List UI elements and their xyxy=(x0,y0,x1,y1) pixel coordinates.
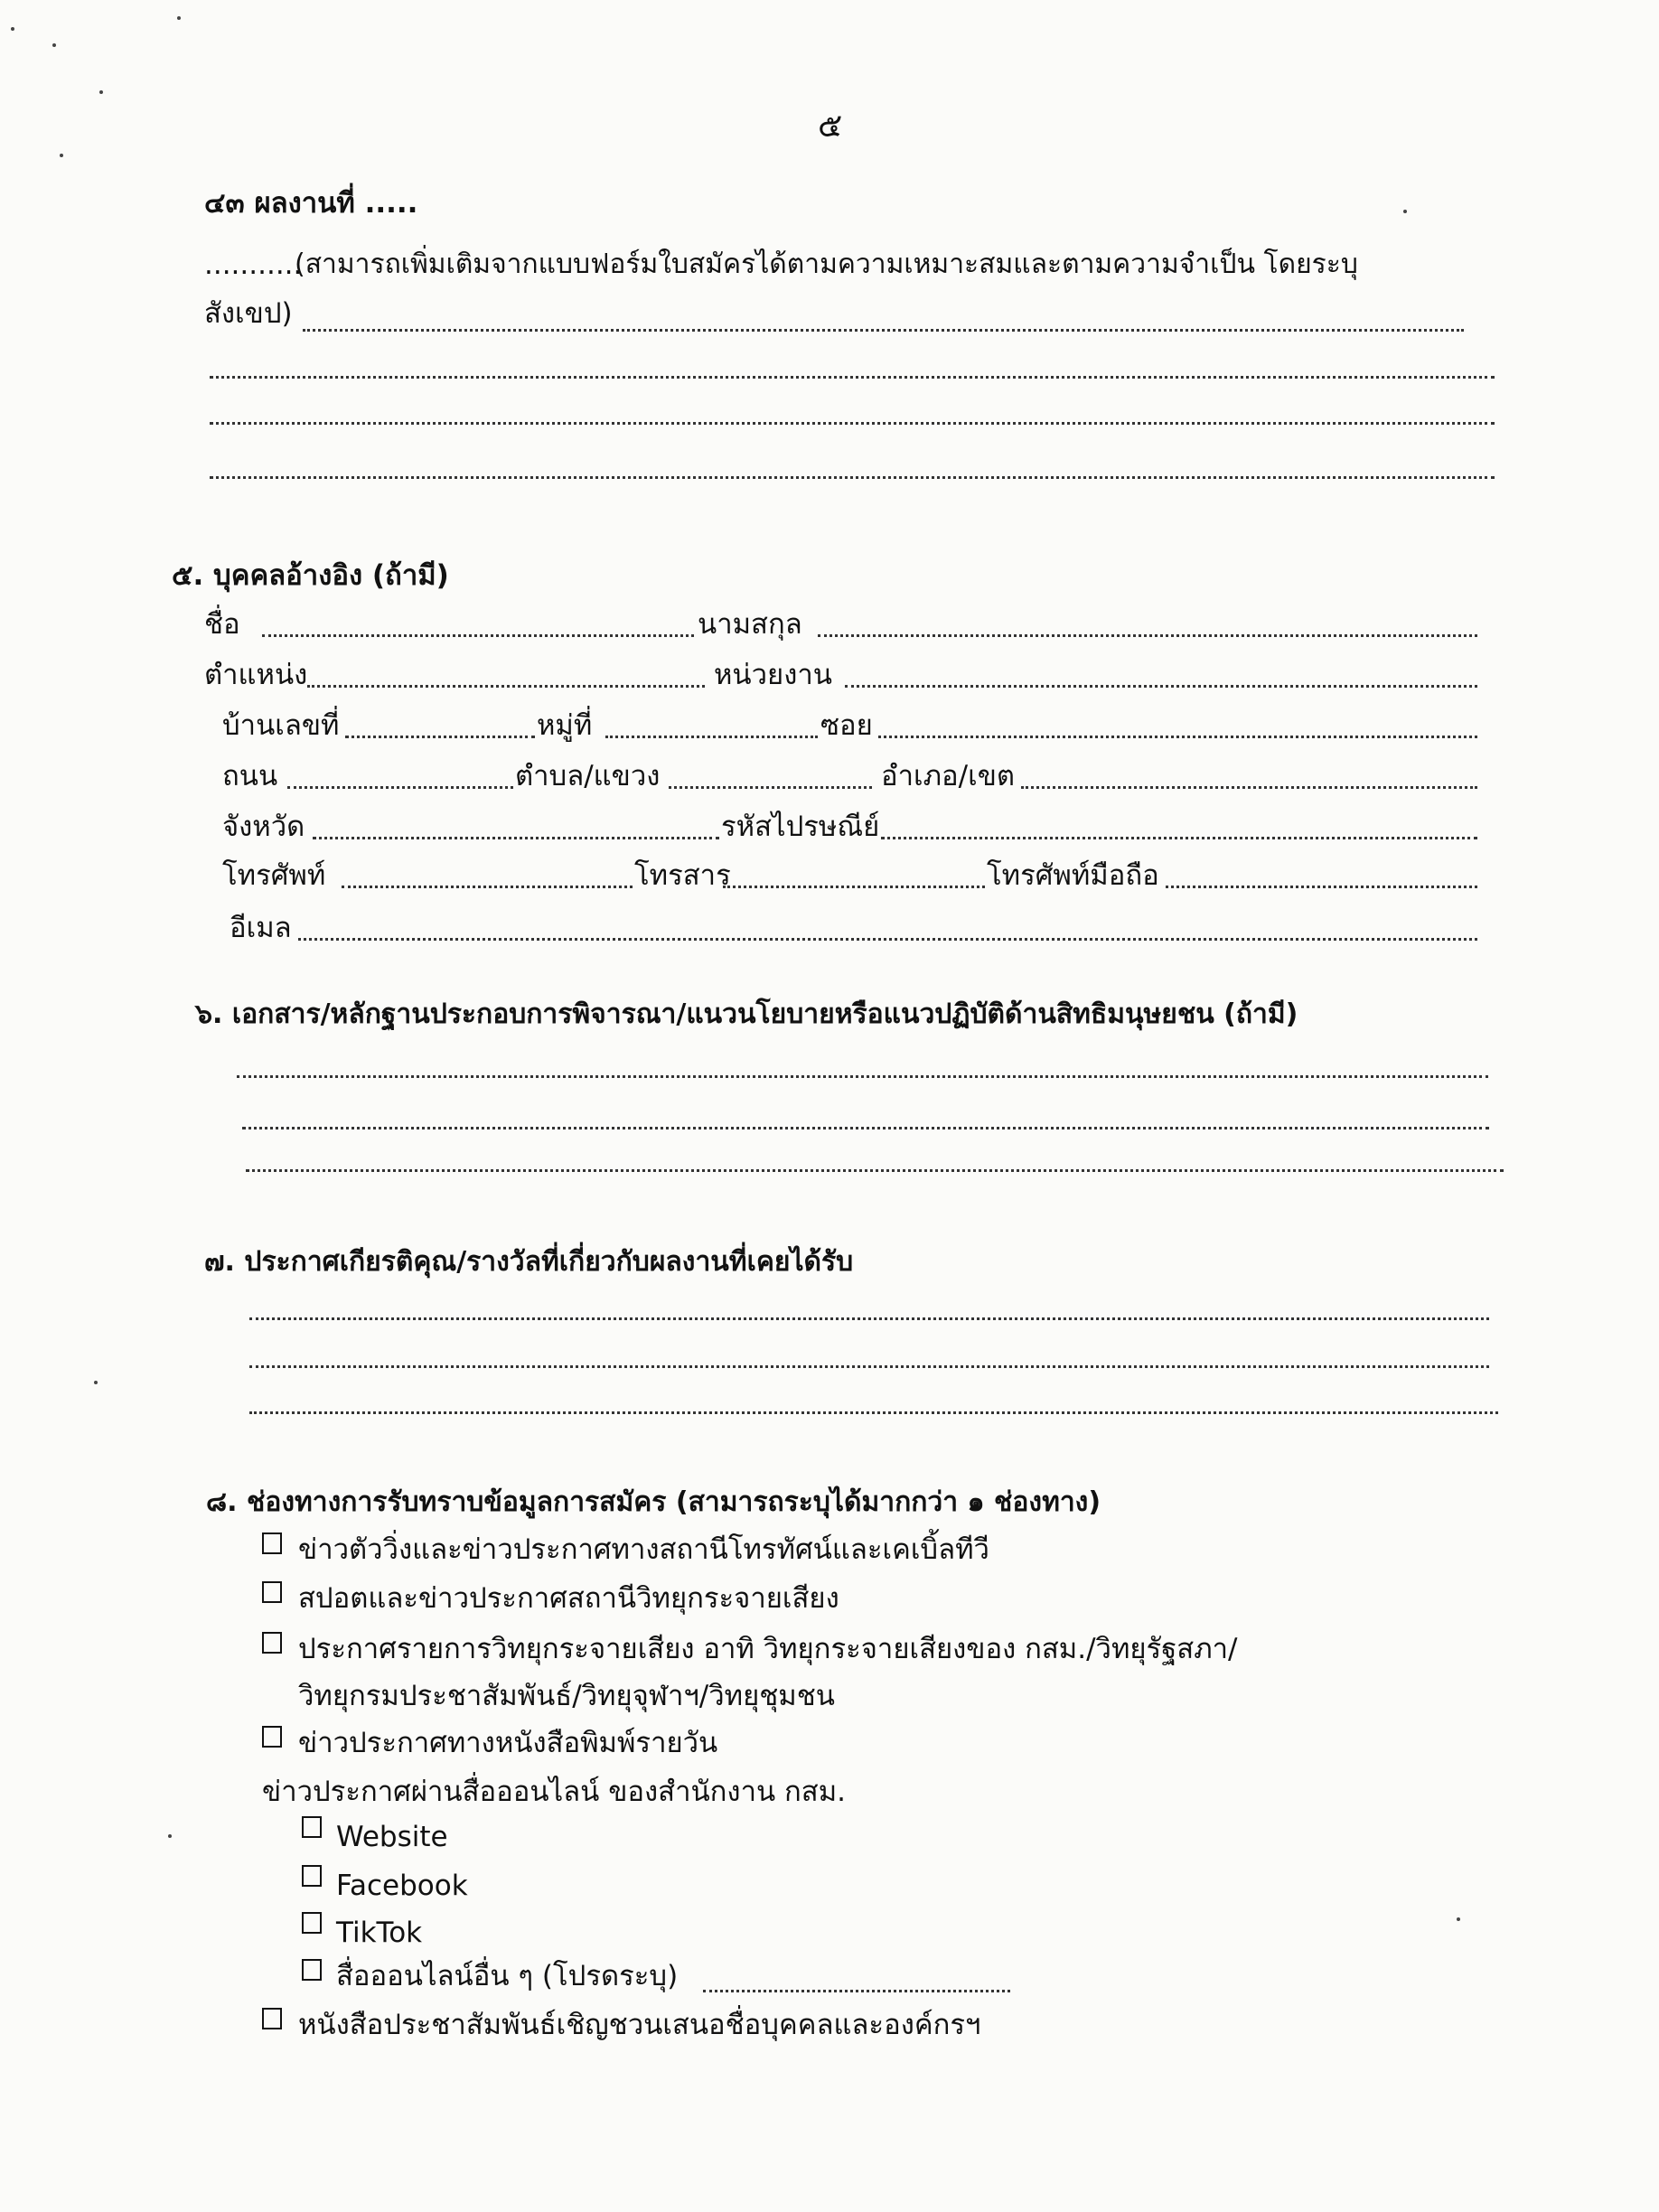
field-subdistrict[interactable] xyxy=(669,786,872,789)
s6-line-1[interactable] xyxy=(237,1075,1488,1078)
s43-line-1[interactable] xyxy=(303,329,1464,332)
checkbox-tiktok[interactable] xyxy=(302,1912,322,1934)
checkbox-other-online[interactable] xyxy=(302,1959,322,1981)
checkbox-website[interactable] xyxy=(302,1816,322,1838)
scan-speck xyxy=(177,16,181,20)
section-43-heading: ๔๓ ผลงานที่ ..... xyxy=(204,187,418,220)
field-district[interactable] xyxy=(1021,786,1477,789)
option-tiktok-label: TikTok xyxy=(336,1917,423,1949)
label-name: ชื่อ xyxy=(204,608,240,641)
label-moo: หมู่ที่ xyxy=(537,709,593,742)
field-email[interactable] xyxy=(298,938,1477,941)
checkbox-radio-spot[interactable] xyxy=(262,1581,282,1603)
page-number: ๕ xyxy=(818,108,843,145)
field-mobile[interactable] xyxy=(1166,886,1477,888)
checkbox-radio-program[interactable] xyxy=(262,1632,282,1654)
option-facebook-label: Facebook xyxy=(336,1870,468,1902)
field-fax[interactable] xyxy=(723,886,985,888)
checkbox-facebook[interactable] xyxy=(302,1865,322,1887)
label-phone: โทรศัพท์ xyxy=(222,859,326,892)
scan-speck xyxy=(99,90,103,94)
label-province: จังหวัด xyxy=(222,811,305,843)
section-43-prefix-dots: ........... xyxy=(204,248,303,281)
checkbox-letter[interactable] xyxy=(262,2008,282,2029)
option-radio-program-label-cont: วิทยุกรมประชาสัมพันธ์/วิทยุจุฬาฯ/วิทยุชุมชน xyxy=(298,1680,835,1712)
label-road: ถนน xyxy=(222,760,278,792)
section-43-instruction: (สามารถเพิ่มเติมจากแบบฟอร์มใบสมัครได้ตามความเหมาะสมและตามความจำเป็น โดยระบุ xyxy=(295,248,1358,280)
field-soi[interactable] xyxy=(878,736,1477,738)
s6-line-3[interactable] xyxy=(246,1169,1504,1172)
field-position[interactable] xyxy=(307,685,705,688)
s7-line-3[interactable] xyxy=(249,1411,1498,1414)
section-6-heading: ๖. เอกสาร/หลักฐานประกอบการพิจารณา/แนวนโยบายหรือแนวปฏิบัติด้านสิทธิมนุษยชน (ถ้ามี) xyxy=(195,998,1298,1030)
label-surname: นามสกุล xyxy=(698,608,802,641)
option-tv-label: ข่าวตัววิ่งและข่าวประกาศทางสถานีโทรทัศน์และเคเบิ้ลทีวี xyxy=(298,1533,989,1566)
scan-speck xyxy=(52,43,56,47)
scan-speck xyxy=(1457,1917,1460,1921)
s6-line-2[interactable] xyxy=(242,1127,1489,1129)
scan-speck xyxy=(1403,210,1407,213)
label-subdistrict: ตำบล/แขวง xyxy=(515,760,661,792)
scan-speck xyxy=(168,1834,172,1838)
scan-speck xyxy=(60,154,63,157)
checkbox-newspaper[interactable] xyxy=(262,1726,282,1748)
label-position: ตำแหน่ง xyxy=(204,659,308,691)
option-radio-program-label: ประกาศรายการวิทยุกระจายเสียง อาทิ วิทยุกระจายเสียงของ กสม./วิทยุรัฐสภา/ xyxy=(298,1633,1238,1665)
label-district: อำเภอ/เขต xyxy=(881,760,1016,792)
field-postal[interactable] xyxy=(881,837,1477,839)
section-5-heading: ๕. บุคคลอ้างอิง (ถ้ามี) xyxy=(172,559,449,592)
option-newspaper-label: ข่าวประกาศทางหนังสือพิมพ์รายวัน xyxy=(298,1727,718,1759)
scan-speck xyxy=(11,27,14,31)
field-name[interactable] xyxy=(262,634,694,637)
label-postal: รหัสไปรษณีย์ xyxy=(721,811,880,843)
section-8-heading: ๘. ช่องทางการรับทราบข้อมูลการสมัคร (สามารถระบุได้มากกว่า ๑ ช่องทาง) xyxy=(206,1486,1101,1518)
field-house-no[interactable] xyxy=(345,736,535,738)
label-house-no: บ้านเลขที่ xyxy=(222,709,340,742)
s43-line-3[interactable] xyxy=(210,422,1495,425)
option-letter-label: หนังสือประชาสัมพันธ์เชิญชวนเสนอชื่อบุคคลและองค์กรฯ xyxy=(298,2009,981,2041)
field-province[interactable] xyxy=(313,837,719,839)
section-43-instruction-cont: สังเขป) xyxy=(204,297,293,330)
s43-line-4[interactable] xyxy=(210,476,1495,479)
label-agency: หน่วยงาน xyxy=(714,659,832,691)
field-road[interactable] xyxy=(287,786,513,789)
label-soi: ซอย xyxy=(820,709,873,742)
checkbox-tv[interactable] xyxy=(262,1532,282,1554)
scan-speck xyxy=(94,1381,98,1384)
s43-line-2[interactable] xyxy=(210,376,1495,379)
field-surname[interactable] xyxy=(818,634,1477,637)
option-website-label: Website xyxy=(336,1821,448,1853)
field-phone[interactable] xyxy=(342,886,633,888)
field-other-online[interactable] xyxy=(703,1990,1010,1992)
label-email: อีเมล xyxy=(230,912,292,944)
option-radio-spot-label: สปอตและข่าวประกาศสถานีวิทยุกระจายเสียง xyxy=(298,1582,839,1615)
section-7-heading: ๗. ประกาศเกียรติคุณ/รางวัลที่เกี่ยวกับผลงานที่เคยได้รับ xyxy=(204,1246,854,1278)
label-fax: โทรสาร xyxy=(634,859,731,892)
s7-line-2[interactable] xyxy=(249,1365,1489,1368)
s7-line-1[interactable] xyxy=(249,1317,1489,1320)
option-other-online-label: สื่อออนไลน์อื่น ๆ (โปรดระบุ) xyxy=(336,1960,679,1992)
field-moo[interactable] xyxy=(605,736,818,738)
field-agency[interactable] xyxy=(845,685,1477,688)
online-media-label: ข่าวประกาศผ่านสื่อออนไลน์ ของสำนักงาน กสม. xyxy=(262,1776,847,1808)
label-mobile: โทรศัพท์มือถือ xyxy=(987,859,1159,892)
